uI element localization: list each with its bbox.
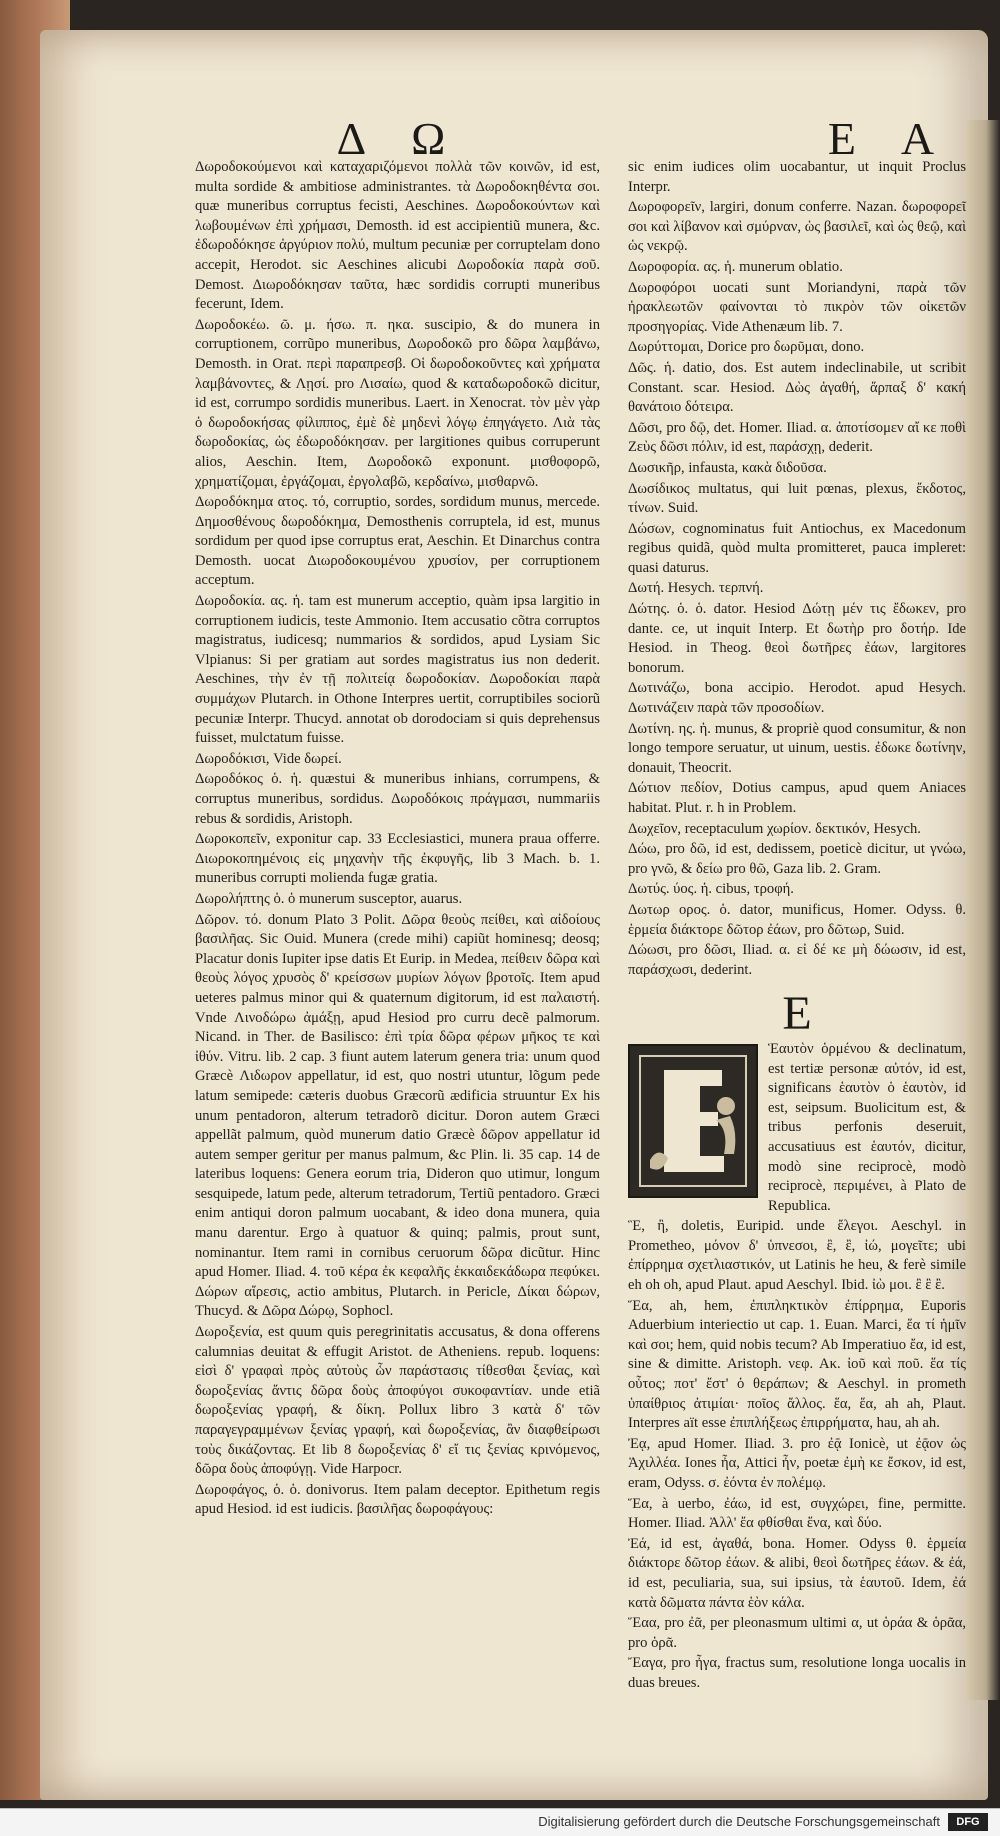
dictionary-entry: Ἕα, à uerbo, ἐάω, id est, συγχώρει, fine, permitte. Homer. Iliad. Ἀλλ' ἔα φθίσθαι ἕνα, καὶ δύο. xyxy=(628,1495,966,1532)
dictionary-entry: Δωτωρ ορος. ὁ. dator, munificus, Homer. Odyss. θ. ἑρμεία διάκτορε δῶτορ ἐάων, pro δῶτωρ, Suid. xyxy=(628,901,966,938)
right-column xyxy=(628,158,966,1695)
dictionary-entry: Δωτινάζω, bona accipio. Herodot. apud Hesych. Δωτινάζειν παρὰ τῶν προσοδίων. xyxy=(628,680,966,717)
woodcut-figure-icon xyxy=(634,1050,752,1192)
dictionary-entry: Ἐά, id est, ἀγαθά, bona. Homer. Odyss θ. ἑρμεία διάκτορε δῶτορ ἐάων. & alibi, θεοὶ δωτῆρες ἐάων. & ἐά, id est, peculiaria, sua, sui ipsius, τὰ ἑαυτοῦ. Idem, ἐά κατὰ δῶματα πάντα ἑὸν κάλα. xyxy=(628,1535,966,1611)
dictionary-entry: Δωσίδικος multatus, qui luit pœnas, plexus, ἔκδοτος, τίνων. Suid. xyxy=(628,480,966,517)
dfg-logo: DFG xyxy=(948,1813,988,1831)
ornamental-initial-image xyxy=(628,1044,758,1198)
dictionary-entry: Ἕα, ah, hem, ἐπιπληκτικὸν ἐπίρρημα, Euporis Aduerbium interiectio ut cap. 1. Euan. Marci, ἕα τί ἡμῖν καὶ σοι; hem, quid nobis tecum? Ab Imperatiuo ἔα, id est, sine & dimitte. Aristoph. νεφ. Ακ. ἰοῦ καὶ ποῦ. ἕα τίς οὗτος; ποτ' ἔστ' ὁ θεράπων; & Aeschyl. in prometh ὑπαίθριος ἀτιμίαι· ποῖος ἄλλος. ἕα, ἕα, ah ah, Plaut. Interpres aït esse ἐπιπλήξεως ἐπιρρήματα, hau, ah ah. xyxy=(628,1297,966,1432)
left-column xyxy=(195,158,600,1521)
dictionary-entry: Δωροφόροι uocati sunt Moriandyni, παρὰ τῶν ἡρακλεωτῶν φαίνονται τὸ πικρὸν τῶν οἰκετῶν προσηγορίας. Vide Athenæum lib. 7. xyxy=(628,279,966,335)
dictionary-entry: Δωροφορία. ας. ἡ. munerum oblatio. xyxy=(628,258,843,275)
dictionary-entry: Ἕαα, pro ἐᾶ, per pleonasmum ultimi α, ut ὁράα & ὁρᾶα, pro ὁρᾶ. xyxy=(628,1615,966,1651)
dictionary-entry: Δωροφάγος, ὁ. ὁ. donivorus. Item palam deceptor. Epithetum regis apud Hesiod. id est iudicis. βασιλῆας δωροφάγους: xyxy=(195,1481,600,1518)
dictionary-entry: Δώτης. ὁ. ὁ. dator. Hesiod Δώτῃ μέν τις ἔδωκεν, pro dante. ce, ut inquit Interp. Et δωτὴρ pro δοτήρ. Ide Hesiod. in Theog. θεοὶ δωτῆρες ἐάων, largitores bonorum. xyxy=(628,601,966,676)
page-edge xyxy=(965,120,1000,1700)
footer-bar xyxy=(0,1808,1000,1836)
dictionary-entry: Δῶσι, pro δῷ, det. Homer. Iliad. α. ἀποτίσομεν αἴ κε ποθὶ Ζεὺς δῶσι πόλιν, id est, παράσχῃ, dederit. xyxy=(628,419,966,456)
dictionary-entry: Δωτύς. ύος. ἡ. cibus, τροφή. xyxy=(628,881,794,898)
section-letter: E xyxy=(782,987,812,1041)
dictionary-entry: Δωροδόκημα ατος. τό, corruptio, sordes, sordidum munus, mercede. Δημοσθένους δωροδόκημα, Demosthenis corruptela, id est, munus sordidum per quod ipse corruptus erat, Aeschin. Et Dinarchus contra Demosth. uocat Διωροδοκουμένου χρυσίον, per corruptionem acceptum. xyxy=(195,494,600,589)
dictionary-entry: Δωροδόκος ὁ. ἡ. quæstui & muneribus inhians, corrumpens, & corruptus muneribus, sordidus. Δωροδόκοις πράγμασι, nummariis rebus & sordidis, Aristoph. xyxy=(195,771,600,827)
running-head-left: Δ Ω xyxy=(336,113,464,164)
dictionary-entry: Ἑαυτὸν ὁρμένου & declinatum, est tertiæ personæ αὐτόν, id est, significans ἑαυτὸν ὁ ἑαυτὸν, id est, seipsum. Buolicitum est, & tribus perfonis deseruit, accusatiuus est ἑαυτόν, dicitur, modò sine reciprocè, modò reciprocè, περιμένει, à Plato de Republica. xyxy=(768,1040,966,1214)
dictionary-entry: Δῶρον. τό. donum Plato 3 Polit. Δῶρα θεοὺς πείθει, καὶ αἰδοίους βασιλῆας. Sic Ouid. Munera (crede mihi) capiũt hominesq; deosq; Placatur donis Iupiter ipse datis Et Eurip. in Medea, πείθειν δῶρα καὶ θεοὺς λόγος χρυσὸς δ' κρείσσων μυρίων λόγων βροτοῖς. Item apud ueteres palmus minor qui & quaternum digitorum, id est παλαιστή. Vnde Λινοδώρω ἀμάξῃ, apud Hesiod pro curru decẽ palmorum. Nicand. in Ther. de Basilisco: ἐπὶ τρία δῶρα φέρων μῆκος τε καὶ ἰθύν. Vitru. lib. 2 cap. 3 fiunt autem laterum genera tria: unum quod Græcè Λιδωρον appellatur, id est, quo nostri utuntur, lõgum pede latum semipede: cæteris duobus Græcorũ ædificia struuntur Ex his unum pentadoron, alterum tetradorõ dicitur. Doron autem Græci appellãt palmum, quòd munerum datio Græcè δῶρον appellatur id autem semper geritur per manus palmum, &c Plin. li. 35 cap. 14 de lateribus loquens: Genera eorum tria, Dideron quo utimur, longum sesquipede, latum pede, alterum tetradorum, Tertiũ pentadoro. Græci enim antiqui doron palmum uocabant, & ideo dona munera, quia manu darentur. Ergo à quatuor & quinq; palmis, prout sunt, nominantur. Item rami in cornibus ceruorum δῶρα dicũtur. Hinc apud Homer. Iliad. 4. τοῦ κέρα ἐκ κεφαλῆς ἑκκαιδεκάδωρα πεφύκει. Δώρων αἴρεσις, actio ambitus, Plutarch. in Pericle, Δίκαι δώρων, Thucyd. & Δῶρα Δώρῳ, Sophocl. xyxy=(195,911,600,1320)
dictionary-entry: Δώωσι, pro δῶσι, Iliad. α. εἰ δέ κε μὴ δώωσιν, id est, παράσχωσι, dederint. xyxy=(628,942,966,978)
dictionary-entry: Ἓ, ἢ, doletis, Euripid. unde ἔλεγοι. Aeschyl. in Prometheo, μόνον δ' ὑπνεσοι, ἒ, ἒ, ἰώ, μογεῖτε; ubi ἐπίρρημα σχετλιαστικόν, ut Latinis he heu, & ferè simile eh oh oh, apud Plaut. apud Aeschyl. Ibid. ἰὼ μοι. ἒ ἒ ἒ. xyxy=(628,1218,966,1294)
dictionary-entry: Δωροδοκέω. ῶ. μ. ήσω. π. ηκα. suscipio, & do munera in corruptionem, corrũpo muneribus, Δωροδοκῶ pro δῶρα λαμβάνω, Demosth. in Orat. περὶ παραπρεσβ. Οἱ δωροδοκοῦντες καὶ χρήματα λαμβάνοντες, & Λῃσί. pro Λισαίω, quod & καταδωροδοκῶ dicitur, id est, corrumpo sordidis muneribus. Laert. in Xenocrat. τὸν μὲν γὰρ ὁ δωροδοκήσας φίλιππος, ἐμὲ δὲ μηδενὶ λόγῳ ἐπηγάγετο. Λιὰ τὰς δωροδοκίας, ὡς ἐδωροδόκησαν. per largitiones quibus corruperunt alios, Aeschin. Item, Δωροδοκῶ exponunt. μισθοφορῶ, χρηματίζομαι, ἐργάζομαι, ἐργολαβῶ, κερδαίνω, μισθαρνῶ. xyxy=(195,316,600,490)
dictionary-entry: Δωτή. Hesych. τερπνή. xyxy=(628,580,764,597)
dictionary-entry: Δωχεῖον, receptaculum χωρίον. δεκτικόν, Hesych. xyxy=(628,820,921,837)
dictionary-entry: Δωρύττομαι, Dorice pro δωρῦμαι, dono. xyxy=(628,339,865,356)
dictionary-entry: Δώω, pro δῶ, id est, dedissem, poeticè dicitur, ut γνώω, pro γνῶ, & δείω pro θῶ, Gaza lib. 2. Gram. xyxy=(628,841,966,877)
dictionary-entry: Ἐᾳ, apud Homer. Iliad. 3. pro ἐᾷ Ionicè, ut ἐᾷον ὡς Ἀχιλλέα. Iones ἦα, Attici ἦν, poetæ ἐμὴ κε ἔσκον, id est, eram, Odyss. σ. ἐόντα ἐν πολέμῳ. xyxy=(628,1435,966,1491)
dictionary-entry: Δωροφορεῖν, largiri, donum conferre. Nazan. δωροφορεῖ σοι καὶ λίβανον καὶ σμύρναν, ὡς βασιλεῖ, καὶ ὡς θεῷ, καὶ ὡς νεκρῷ. xyxy=(628,199,966,255)
dictionary-entry: Δῶς. ἡ. datio, dos. Est autem indeclinabile, ut scribit Constant. scar. Hesiod. Δὼς ἀγαθή, ἅρπαξ δ' κακή θανάτοιο δότειρα. xyxy=(628,359,966,416)
dictionary-entry: Δώσων, cognominatus fuit Antiochus, ex Macedonum regibus quidã, quòd multa promitteret, pauca impleret: quasi daturus. xyxy=(628,520,966,576)
dictionary-entry: Δωσικῆρ, infausta, κακὰ διδοῦσα. xyxy=(628,459,827,476)
dictionary-entry: Δωρολήπτης ὁ. ὁ munerum susceptor, auarus. xyxy=(195,890,463,907)
dictionary-entry: Δωροξενία, est quum quis peregrinitatis accusatus, & dona offerens calumnias deuitat & effugit Aristot. de Atheniens. repub. loquens: εἰσὶ δ' γραφαὶ πρὸς αὐτοὺς ὧν παράστασις τίθεσθαι ξενίας, καὶ δωροξενίας ἄντις δῶρα δοὺς ἀποφύγοι συκοφαντίαν. unde etiã δωροξενίας γραφή, & δίκη. Pollux libro 3 κατὰ δ' τῶν παραγεγραμμένων ξενίας γραφή, καὶ δωροξενίας, ἂν διαφθείρωσι τοὺς δικάζοντας. Et lib 8 δωροξενίας δ' εἴ τις ξενίας κρινόμενος, δῶρα δοὺς ἀποφύγῃ. Vide Harpocr. xyxy=(195,1324,600,1478)
dictionary-entry: Δωροδόκισι, Vide δωρεί. xyxy=(195,750,342,767)
dictionary-entry: Δώτιον πεδίον, Dotius campus, apud quem Aniaces habitat. Plut. r. h in Problem. xyxy=(628,780,966,816)
dictionary-entry: Δωροδοκούμενοι καὶ καταχαριζόμενοι πολλὰ τῶν κοινῶν, id est, multa sordide & ambitiose administrantes. τὰ Δωροδοκηθέντα σοι. quæ muneribus corruptus fecisti, Aeschines. Δωροδοκούντων καὶ λωβουμένων ἐπὶ χρήμασι, Demosth. id est accipientiũ munera, &c. ἐδωροδόκησε ἀργύριον πολύ, multum pecuniæ per corruptelam dono accepit, Herodot. sic Aeschines alicubi Δωροδοκία παρὰ σοῦ. Demost. Διωροδόκησαν ταῦτα, hæc sordidis corrupti muneribus fecerunt, Idem. xyxy=(195,159,600,313)
dictionary-entry: Ἔαγα, pro ἦγα, fractus sum, resolutione longa uocalis in duas breues. xyxy=(628,1655,966,1691)
dictionary-entry: Δωροκοπεῖν, exponitur cap. 33 Ecclesiastici, munera praua offerre. Διωροκοπημένοις εἰς μηχανὴν τῆς ἐκφυγῆς, lib 3 Mach. b. 1. muneribus corrupti molienda fugæ gratia. xyxy=(195,831,600,887)
running-head-right: E A xyxy=(827,113,953,164)
dictionary-entry: Δωροδοκία. ας. ἡ. tam est munerum acceptio, quàm ipsa largitio in corruptionem iudicis, teste Ammonio. Item accusatio cõtra corruptos magistratus, iudicesq; nummarios & sordidos, apud Lysiam Sic Vlpianus: Si per gratiam aut sordes magistratus ius non dederit. Aeschines, τὴν ἐν τῇ πολιτείᾳ δωροδοκίαν. Δωροδοκίαι παρὰ συμμάχων Plutarch. in Othone Interpres uertit, corruptibiles sociorũ pecuniæ Interpr. Thucyd. annotat ob dorodociam si quis deprehensus fuisset, mulctatum fuisse. xyxy=(195,593,600,747)
funding-credit: Digitalisierung gefördert durch die Deutsche Forschungsgemeinschaft xyxy=(538,1814,940,1829)
dictionary-entry: Δωτίνη. ης. ἡ. munus, & propriè quod consumitur, & non longo tempore seruatur, ut uinum, uestis. ἐδωκε δωτίνην, donauit, Theocrit. xyxy=(628,720,966,776)
dictionary-entry: sic enim iudices olim uocabantur, ut inquit Proclus Interpr. xyxy=(628,159,966,195)
